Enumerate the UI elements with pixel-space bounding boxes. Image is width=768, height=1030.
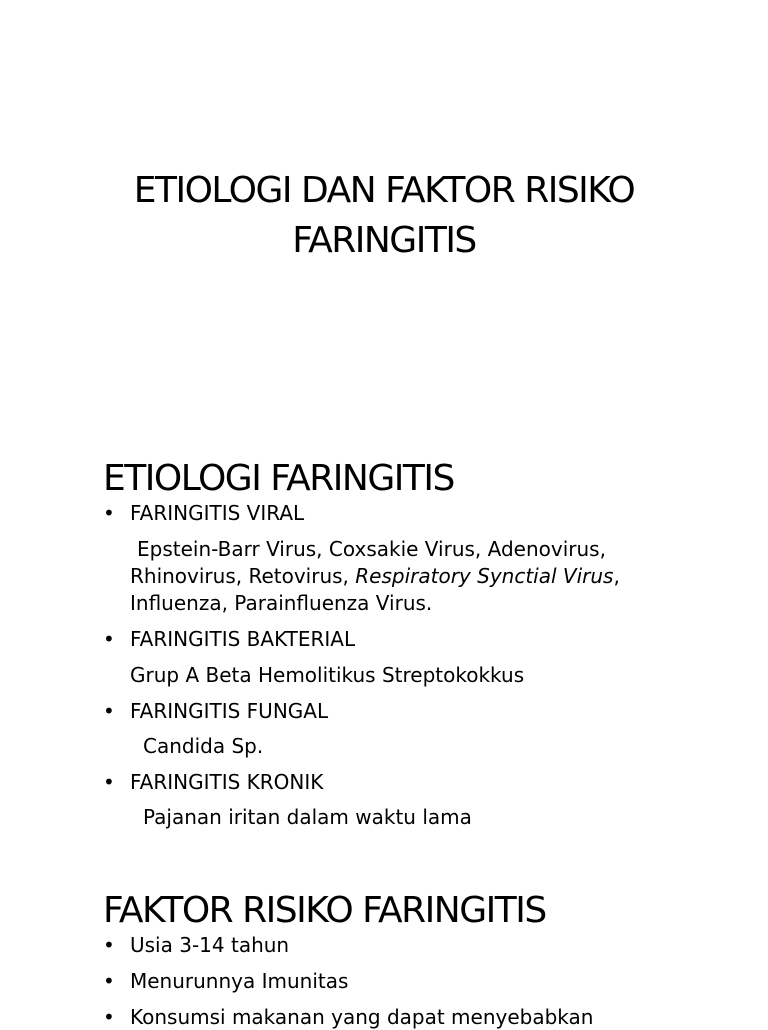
bullet-glyph: •	[103, 1005, 115, 1029]
title-line-1: ETIOLOGI DAN FAKTOR RISIKO	[133, 170, 635, 211]
viral-detail-line-1: Epstein-Barr Virus, Coxsakie Virus, Adenovirus,	[137, 537, 606, 561]
title-line-2: FARINGITIS	[292, 220, 476, 261]
item-label: FARINGITIS BAKTERIAL	[130, 627, 356, 651]
viral-detail-line-3: Influenza, Parainfluenza Virus.	[130, 591, 433, 615]
viral-detail-text-b: ,	[613, 564, 620, 588]
item-label: Usia 3-14 tahun	[130, 933, 290, 957]
item-label: Konsumsi makanan yang dapat menyebabkan	[130, 1005, 594, 1029]
etiologi-heading: ETIOLOGI FARINGITIS	[103, 458, 454, 499]
bullet-glyph: •	[103, 627, 115, 651]
bullet-glyph: •	[103, 770, 115, 794]
faktor-heading: FAKTOR RISIKO FARINGITIS	[103, 890, 546, 931]
bullet-glyph: •	[103, 933, 115, 957]
fungal-detail: Candida Sp.	[143, 734, 264, 758]
viral-detail-text-a: Rhinovirus, Retovirus,	[130, 564, 356, 588]
item-label: Menurunnya Imunitas	[130, 969, 349, 993]
viral-detail-line-2	[130, 563, 620, 590]
item-label: FARINGITIS FUNGAL	[130, 699, 329, 723]
bullet-glyph: •	[103, 969, 115, 993]
bakterial-detail: Grup A Beta Hemolitikus Streptokokkus	[130, 663, 525, 687]
viral-detail-italic: Respiratory Synctial Virus	[355, 564, 614, 588]
kronik-detail: Pajanan iritan dalam waktu lama	[143, 805, 472, 829]
slide-title	[60, 166, 708, 266]
bullet-glyph: •	[103, 501, 115, 525]
item-label: FARINGITIS VIRAL	[130, 501, 305, 525]
item-label: FARINGITIS KRONIK	[130, 770, 324, 794]
bullet-glyph: •	[103, 699, 115, 723]
